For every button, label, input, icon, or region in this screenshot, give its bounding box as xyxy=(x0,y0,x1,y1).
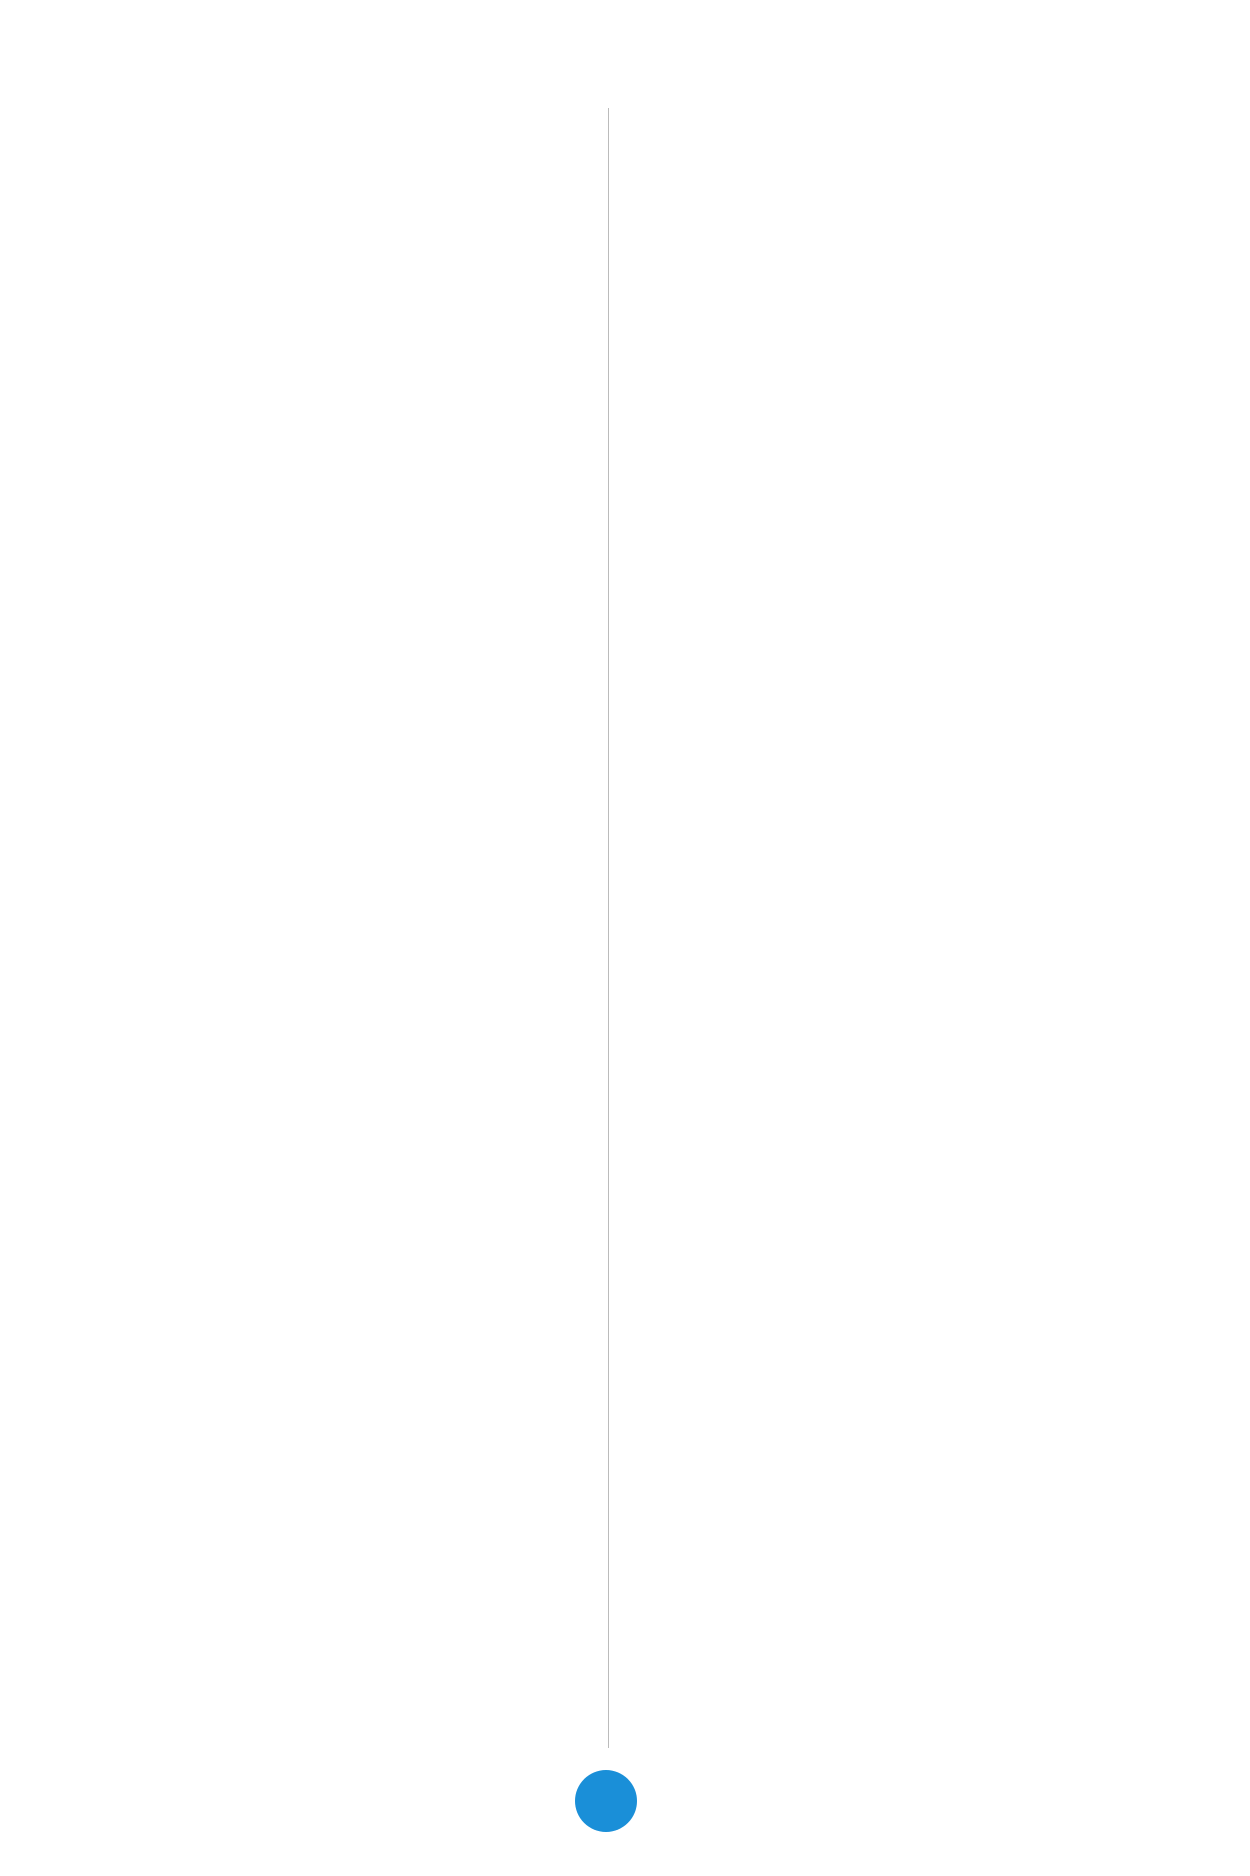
left-column xyxy=(64,108,600,257)
question-8 xyxy=(64,207,600,257)
right-column xyxy=(618,108,1148,198)
question-6 xyxy=(64,108,600,158)
question-7 xyxy=(64,158,600,208)
exam-question-2 xyxy=(618,148,1148,198)
page-number xyxy=(575,1770,637,1832)
column-divider xyxy=(608,108,609,1748)
